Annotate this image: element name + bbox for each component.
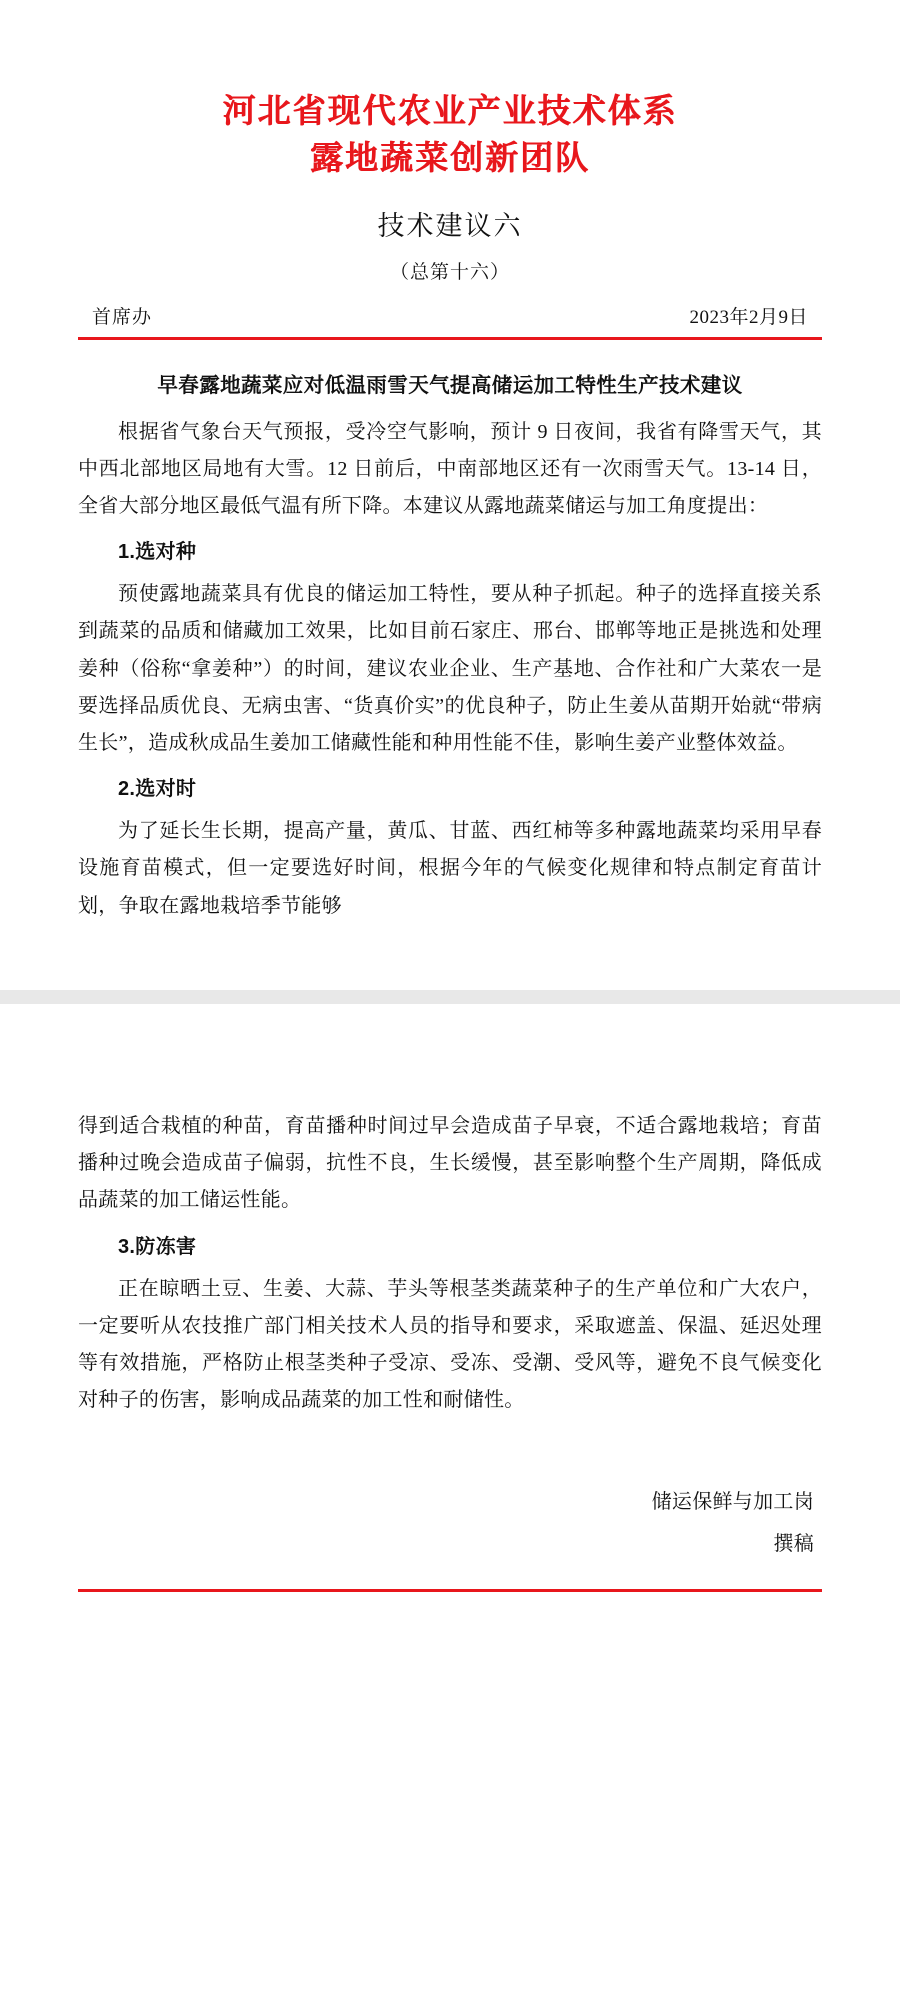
document-issuer: 首席办 xyxy=(92,306,153,328)
page-1-content xyxy=(28,0,872,925)
document-subtitle: （总第十六） xyxy=(389,261,510,283)
article-title: 早春露地蔬菜应对低温雨雪天气提高储运加工特性生产技术建议 xyxy=(157,373,743,397)
page-2-top-spacer xyxy=(78,1004,822,1096)
page-separator xyxy=(0,990,900,1004)
document-date: 2023年2月9日 xyxy=(689,306,808,328)
document-page-2 xyxy=(0,1004,900,1994)
section-2-paragraph: 为了延长生长期，提高产量，黄瓜、甘蓝、西红柿等多种露地蔬菜均采用早春设施育苗模式，但一定要选好时间，根据今年的气候变化规律和特点制定育苗计划，争取在露地栽培季节能够 xyxy=(78,820,822,917)
page-2-content xyxy=(28,1004,872,1592)
signature-role: 撰稿 xyxy=(773,1533,814,1556)
signature-unit: 储运保鲜与加工岗 xyxy=(651,1491,814,1514)
masthead-line-2: 露地蔬菜创新团队 xyxy=(310,138,590,176)
document-page-1 xyxy=(0,0,900,990)
intro-paragraph: 根据省气象台天气预报，受冷空气影响，预计 9 日夜间，我省有降雪天气，其中西北部地区局地有大雪。12 日前后，中南部地区还有一次雨雪天气。13-14 日，全省大部分地区最低气温有所下降。本建议从露地蔬菜储运与加工角度提出： xyxy=(78,420,822,518)
section-1-paragraph: 预使露地蔬菜具有优良的储运加工特性，要从种子抓起。种子的选择直接关系到蔬菜的品质和储藏加工效果，比如目前石家庄、邢台、邯郸等地正是挑选和处理姜种（俗称“拿姜种”）的时间，建议农业企业、生产基地、合作社和广大菜农一是要选择品质优良、无病虫害、“货真价实”的优良种子，防止生姜从苗期开始就“带病生长”，造成秋成品生姜加工储藏性能和种用性能不佳，影响生姜产业整体效益。 xyxy=(78,583,822,755)
header-red-rule xyxy=(78,337,822,340)
masthead-line-1: 河北省现代农业产业技术体系 xyxy=(222,92,678,129)
section-heading-3: 3.防冻害 xyxy=(118,1235,197,1258)
masthead xyxy=(78,0,822,182)
signature-block xyxy=(78,1481,822,1565)
section-heading-2: 2.选对时 xyxy=(118,778,197,801)
section-heading-1: 1.选对种 xyxy=(118,541,197,564)
section-2-continuation: 得到适合栽植的种苗，育苗播种时间过早会造成苗子早衰，不适合露地栽培；育苗播种过晚会造成苗子偏弱，抗性不良，生长缓慢，甚至影响整个生产周期，降低成品蔬菜的加工储运性能。 xyxy=(78,1115,822,1212)
section-3-paragraph: 正在晾晒土豆、生姜、大蒜、芋头等根茎类蔬菜种子的生产单位和广大农户，一定要听从农技推广部门相关技术人员的指导和要求，采取遮盖、保温、延迟处理等有效措施，严格防止根茎类种子受凉、受冻、受潮、受风等，避免不良气候变化对种子的伤害，影响成品蔬菜的加工性和耐储性。 xyxy=(78,1277,822,1412)
document-meta-row xyxy=(78,302,822,335)
document-title: 技术建议六 xyxy=(377,210,523,241)
footer-red-rule xyxy=(78,1589,822,1592)
